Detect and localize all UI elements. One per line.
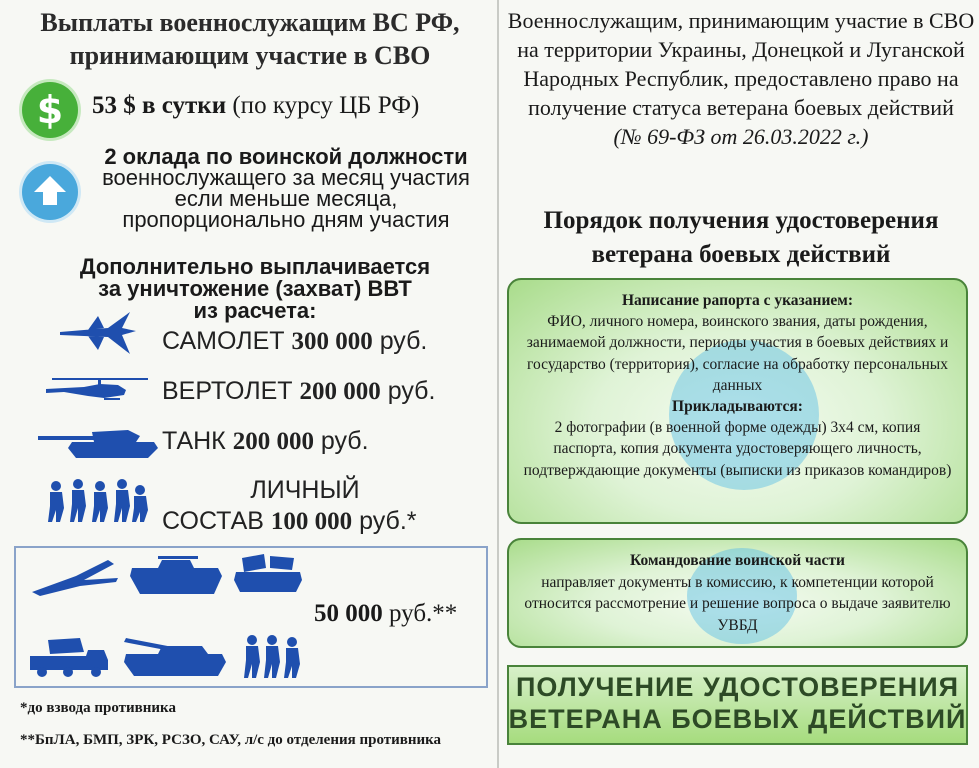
salary-text [92, 146, 480, 230]
reward-tank-unit: руб. [320, 427, 369, 455]
left-title-line-2: принимающим участие в СВО [69, 41, 431, 70]
reward-tank-amount: 200 000 [232, 428, 314, 455]
reward-personnel-label-1: ЛИЧНЫЙ [250, 476, 360, 504]
law-reference: (№ 69-ФЗ от 26.03.2022 г.) [613, 124, 869, 149]
reward-tank [162, 427, 369, 456]
group-50-amount: 50 000 [314, 600, 383, 627]
step-1-box [507, 278, 968, 524]
step-2-heading: Командование воинской части [630, 552, 845, 569]
footnote-2: **БпЛА, БМП, ЗРК, РСЗО, САУ, л/с до отделения противника [20, 732, 442, 748]
step-1-heading: Написание рапорта с указанием: [622, 292, 853, 309]
daily-note: (по курсу ЦБ РФ) [232, 92, 420, 119]
extra-line-3: из расчета: [193, 298, 317, 323]
daily-payment [92, 92, 419, 120]
step-1-attach-heading: Прикладываются: [672, 398, 803, 416]
reward-airplane-unit: руб. [379, 327, 428, 355]
group-50-price [314, 600, 457, 628]
sau-icon [122, 634, 230, 678]
intro-body: Военнослужащим, принимающим участие в СВО на территории Украины, Донецкой и Луганской Народных Республик, предоставлено право на получение статуса ветерана боевых действий [507, 8, 975, 120]
airplane-icon [58, 308, 138, 358]
reward-personnel-label-2: СОСТАВ [162, 507, 264, 535]
reward-tank-label: ТАНК [162, 427, 226, 455]
step-1-text: ФИО, личного номера, воинского звания, даты рождения, занимаемой должности, периоды участия в боевых действиях и государство (территория), согласие на обработку персональных данных [526, 313, 949, 394]
helicopter-icon [44, 374, 154, 406]
tank-icon [36, 424, 160, 462]
order-title-line-2: ветерана боевых действий [591, 241, 891, 268]
extra-line-2: за уничтожение (захват) ВВТ [98, 276, 412, 301]
salary-bold: 2 оклада по воинской должности [104, 144, 468, 169]
left-title [10, 6, 490, 72]
extra-line-1: Дополнительно выплачивается [79, 254, 431, 279]
reward-personnel-amount: 100 000 [270, 508, 353, 535]
reward-helicopter-unit: руб. [387, 377, 436, 405]
final-text [507, 671, 968, 735]
left-title-line-1: Выплаты военнослужащим ВС РФ, [40, 8, 460, 37]
reward-personnel-line-2 [162, 507, 417, 536]
footnote-1: *до взвода противника [20, 700, 176, 716]
group-50-unit: руб.** [389, 600, 458, 627]
step-1-attach-text: 2 фотографии (в военной форме одежды) 3х4 см, копия паспорта, копия документа удостоверяющего личность, подтверждающие документы (выписки из приказов командиров) [523, 419, 952, 479]
reward-airplane [162, 327, 427, 356]
step-2-text: направляет документы в комиссию, к компетенции которой относится рассмотрение и решение вопроса о выдаче заявителю УВБД [524, 573, 951, 634]
final-line-1: ПОЛУЧЕНИЕ УДОСТОВЕРЕНИЯ [515, 672, 960, 702]
reward-helicopter [162, 377, 435, 406]
final-line-2: ВЕТЕРАНА БОЕВЫХ ДЕЙСТВИЙ [508, 704, 967, 734]
infantry-icon [240, 634, 304, 678]
soldiers-icon [44, 478, 150, 524]
step-2-box [507, 538, 968, 648]
reward-personnel-unit: руб.* [359, 507, 417, 535]
order-title [506, 204, 976, 272]
column-divider [497, 0, 499, 768]
daily-amount: 53 $ в сутки [92, 92, 227, 119]
reward-airplane-amount: 300 000 [291, 328, 373, 355]
reward-helicopter-label: ВЕРТОЛЕТ [162, 377, 293, 405]
salary-rest: военнослужащего за месяц участия если меньше месяца, пропорционально дням участия [102, 165, 470, 232]
bmp-icon [128, 554, 224, 596]
arrow-up-icon [22, 164, 78, 220]
reward-helicopter-amount: 200 000 [299, 378, 381, 405]
reward-airplane-label: САМОЛЕТ [162, 327, 285, 355]
drone-icon [28, 556, 120, 600]
sam-icon [232, 552, 304, 594]
mlrs-icon [28, 636, 110, 678]
reward-personnel [162, 476, 402, 505]
intro-text [506, 6, 976, 151]
order-title-line-1: Порядок получения удостоверения [543, 207, 939, 234]
dollar-icon: $ [22, 82, 78, 138]
